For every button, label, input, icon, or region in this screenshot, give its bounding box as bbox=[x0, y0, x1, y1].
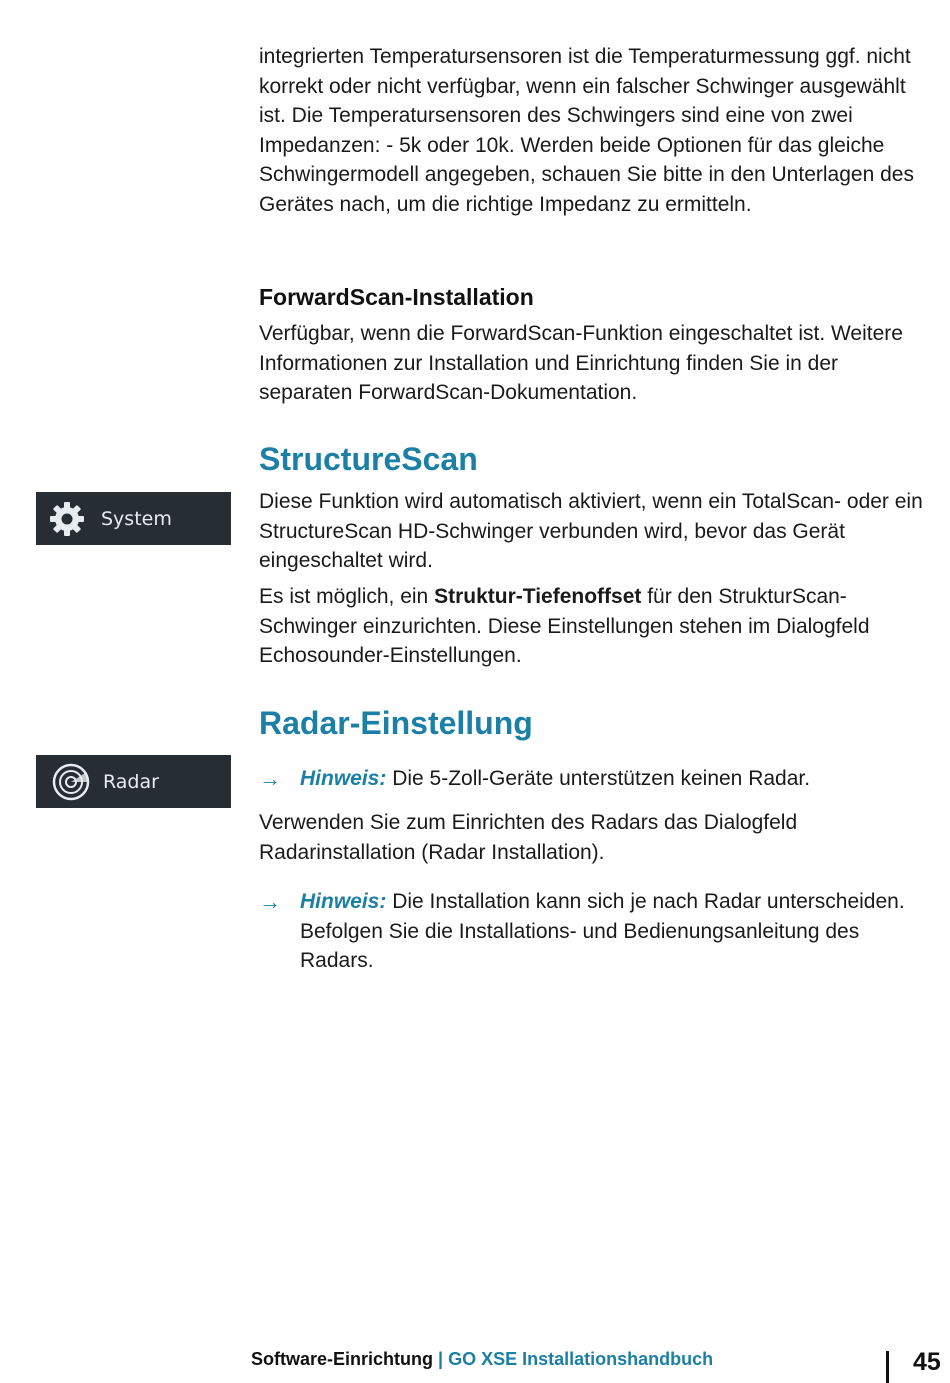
system-tile-label: System bbox=[101, 507, 172, 530]
radar-paragraph: Verwenden Sie zum Einrichten des Radars das Dialogfeld Radarinstallation (Radar Installation). bbox=[259, 811, 798, 864]
note-label: Hinweis: bbox=[300, 767, 387, 790]
arrow-right-icon: → bbox=[259, 766, 281, 791]
page-number: 45 bbox=[913, 1348, 941, 1376]
structurescan-heading: StructureScan bbox=[259, 441, 478, 477]
radar-tile[interactable] bbox=[36, 755, 231, 808]
radar-note-1 bbox=[259, 764, 934, 794]
note-label: Hinweis: bbox=[300, 890, 387, 913]
paragraph-text: Es ist möglich, ein bbox=[259, 585, 435, 608]
intro-paragraph: integrierten Temperatursensoren ist die Temperaturmessung ggf. nicht korrekt oder nicht verfügbar, wenn ein falscher Schwinger ausgewählt ist. Die Temperatursensoren des Schwingers sind eine von zwei Impedanzen: - 5k oder 10k. Werden beide Optionen für das gleiche Schwingermodell angegeben, schauen Sie bitte in den Unterlagen des Gerätes nach, um die richtige Impedanz zu ermitteln. bbox=[259, 45, 914, 216]
note-body bbox=[300, 764, 934, 794]
radar-tile-label: Radar bbox=[103, 770, 159, 793]
forwardscan-heading: ForwardScan-Installation bbox=[259, 284, 534, 310]
system-tile[interactable] bbox=[36, 492, 231, 545]
structurescan-paragraph-1: Diese Funktion wird automatisch aktiviert, wenn ein TotalScan- oder ein StructureScan HD-Schwinger verbunden wird, bevor das Gerät eingeschaltet wird. bbox=[259, 490, 923, 572]
gear-icon bbox=[47, 499, 87, 539]
page-number-divider bbox=[886, 1351, 889, 1383]
radar-icon bbox=[51, 762, 91, 802]
setting-name: Struktur-Tiefenoffset bbox=[434, 585, 642, 608]
paragraph-text: für den StrukturScan-Schwinger einzurichten. Diese Einstellungen stehen im Dialogfeld Echosounder-Einstellungen. bbox=[259, 585, 870, 667]
radar-heading: Radar-Einstellung bbox=[259, 705, 533, 741]
arrow-right-icon: → bbox=[259, 889, 281, 914]
note-text: Die Installation kann sich je nach Radar unterscheiden. Befolgen Sie die Installations- und Bedienungsanleitung des Radars. bbox=[300, 890, 905, 972]
note-text: Die 5-Zoll-Geräte unterstützen keinen Radar. bbox=[386, 767, 811, 790]
note-body bbox=[300, 887, 934, 976]
footer-chapter: Software-Einrichtung bbox=[251, 1349, 434, 1369]
forwardscan-text: Verfügbar, wenn die ForwardScan-Funktion eingeschaltet ist. Weitere Informationen zur Installation und Einrichtung finden Sie in der separaten ForwardScan-Dokumentation. bbox=[259, 322, 903, 404]
footer-separator: | bbox=[433, 1349, 449, 1369]
page-footer bbox=[251, 1349, 713, 1370]
radar-note-2 bbox=[259, 887, 934, 976]
footer-manual-title: GO XSE Installationshandbuch bbox=[448, 1349, 714, 1369]
structurescan-paragraph-2 bbox=[259, 582, 931, 671]
